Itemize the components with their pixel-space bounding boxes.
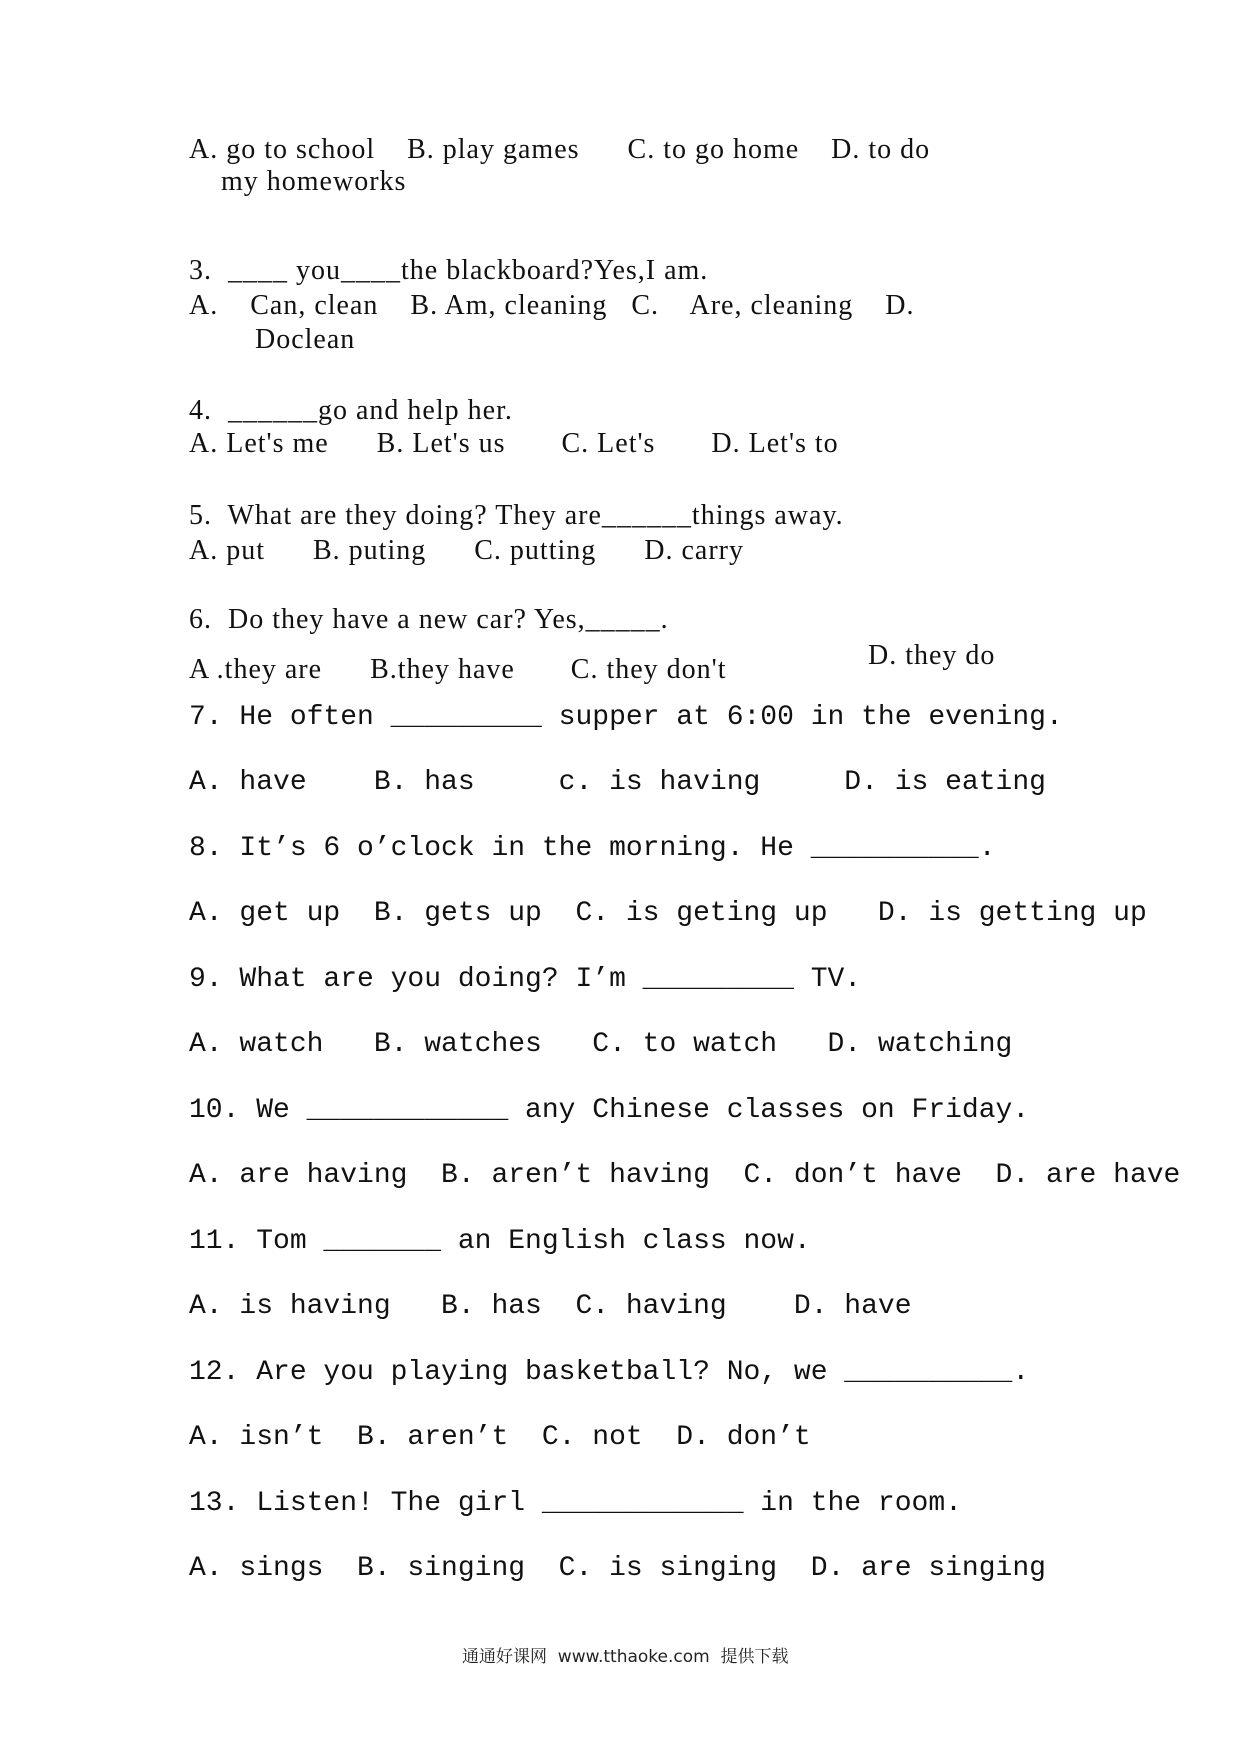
q5-options: A. put B. puting C. putting D. carry	[189, 535, 744, 566]
q6-options: A .they are B.they have C. they don't	[189, 654, 727, 685]
q12-options: A. isn’t B. aren’t C. not D. don’t	[189, 1422, 811, 1453]
q8-stem: 8. It’s 6 o’clock in the morning. He __________.	[189, 833, 996, 864]
q12-stem: 12. Are you playing basketball? No, we __________.	[189, 1357, 1030, 1388]
q6-option-d: D. they do	[868, 640, 996, 671]
q2-options-line2: my homeworks	[221, 166, 407, 197]
q8-options: A. get up B. gets up C. is geting up D. is getting up	[189, 898, 1147, 929]
q10-stem: 10. We ____________ any Chinese classes on Friday.	[189, 1095, 1030, 1126]
q10-options: A. are having B. aren’t having C. don’t have D. are have	[189, 1160, 1181, 1191]
q4-options: A. Let's me B. Let's us C. Let's D. Let's to	[189, 428, 839, 459]
q3-stem: 3. ____ you____the blackboard?Yes,I am.	[189, 255, 709, 286]
q13-stem: 13. Listen! The girl ____________ in the room.	[189, 1488, 962, 1519]
footer-text: 通通好课网 www.tthaoke.com 提供下载	[462, 1647, 789, 1667]
q3-options-line1: A. Can, clean B. Am, cleaning C. Are, cleaning D.	[189, 290, 915, 321]
q9-options: A. watch B. watches C. to watch D. watching	[189, 1029, 1013, 1060]
q7-options: A. have B. has c. is having D. is eating	[189, 767, 1046, 798]
q5-stem: 5. What are they doing? They are______things away.	[189, 500, 844, 531]
q13-options: A. sings B. singing C. is singing D. are singing	[189, 1553, 1046, 1584]
q6-stem: 6. Do they have a new car? Yes,_____.	[189, 604, 669, 635]
q11-options: A. is having B. has C. having D. have	[189, 1291, 912, 1322]
q2-options-line1: A. go to school B. play games C. to go home D. to do	[189, 134, 931, 165]
q11-stem: 11. Tom _______ an English class now.	[189, 1226, 811, 1257]
q3-options-line2: Doclean	[255, 324, 356, 355]
q4-stem: 4. ______go and help her.	[189, 395, 513, 426]
q9-stem: 9. What are you doing? I’m _________ TV.	[189, 964, 862, 995]
q7-stem: 7. He often _________ supper at 6:00 in the evening.	[189, 702, 1063, 733]
